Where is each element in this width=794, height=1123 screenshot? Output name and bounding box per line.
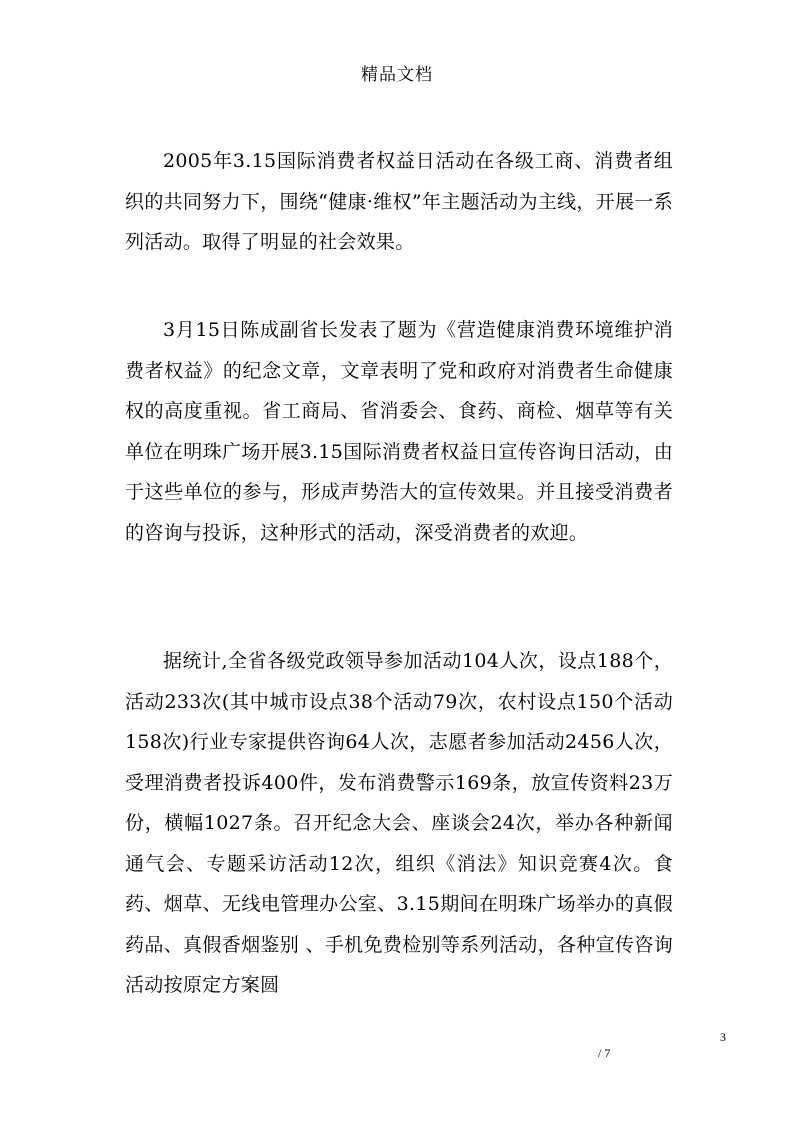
page-total: / 7 bbox=[598, 1046, 611, 1060]
page-header: 精品文档 bbox=[361, 65, 433, 85]
paragraph-1: 2005年3.15国际消费者权益日活动在各级工商、消费者组织的共同努力下，围绕“健康·维权”年主题活动为主线，开展一系列活动。取得了明显的社会效果。 bbox=[125, 150, 673, 253]
page-number: 3 bbox=[720, 1030, 726, 1044]
paragraph-2: 3月15日陈成副省长发表了题为《营造健康消费环境维护消费者权益》的纪念文章，文章表明了党和政府对消费者生命健康权的高度重视。省工商局、省消委会、食药、商检、烟草等有关单位在明珠广场开展3.15国际消费者权益日宣传咨询日活动，由于这些单位的参与，形成声势浩大的宣传效果。并且接受消费者的咨询与投诉，这种形式的活动，深受消费者的欢迎。 bbox=[125, 319, 673, 544]
paragraph-3: 据统计,全省各级党政领导参加活动104人次，设点188个，活动233次(其中城市设点38个活动79次，农村设点150个活动158次)行业专家提供咨询64人次，志愿者参加活动2456人次，受理消费者投诉400件，发布消费警示169条，放宣传资料23万份，横幅1027条。召开纪念大会、座谈会24次，举办各种新闻通气会、专题采访活动12次，组织《消法》知识竞赛4次。食药、烟草、无线电管理办公室、3.15期间在明珠广场举办的真假药品、真假香烟鉴别 、手机免费检别等系列活动，各种宣传咨询活动按原定方案圆 bbox=[125, 650, 673, 996]
